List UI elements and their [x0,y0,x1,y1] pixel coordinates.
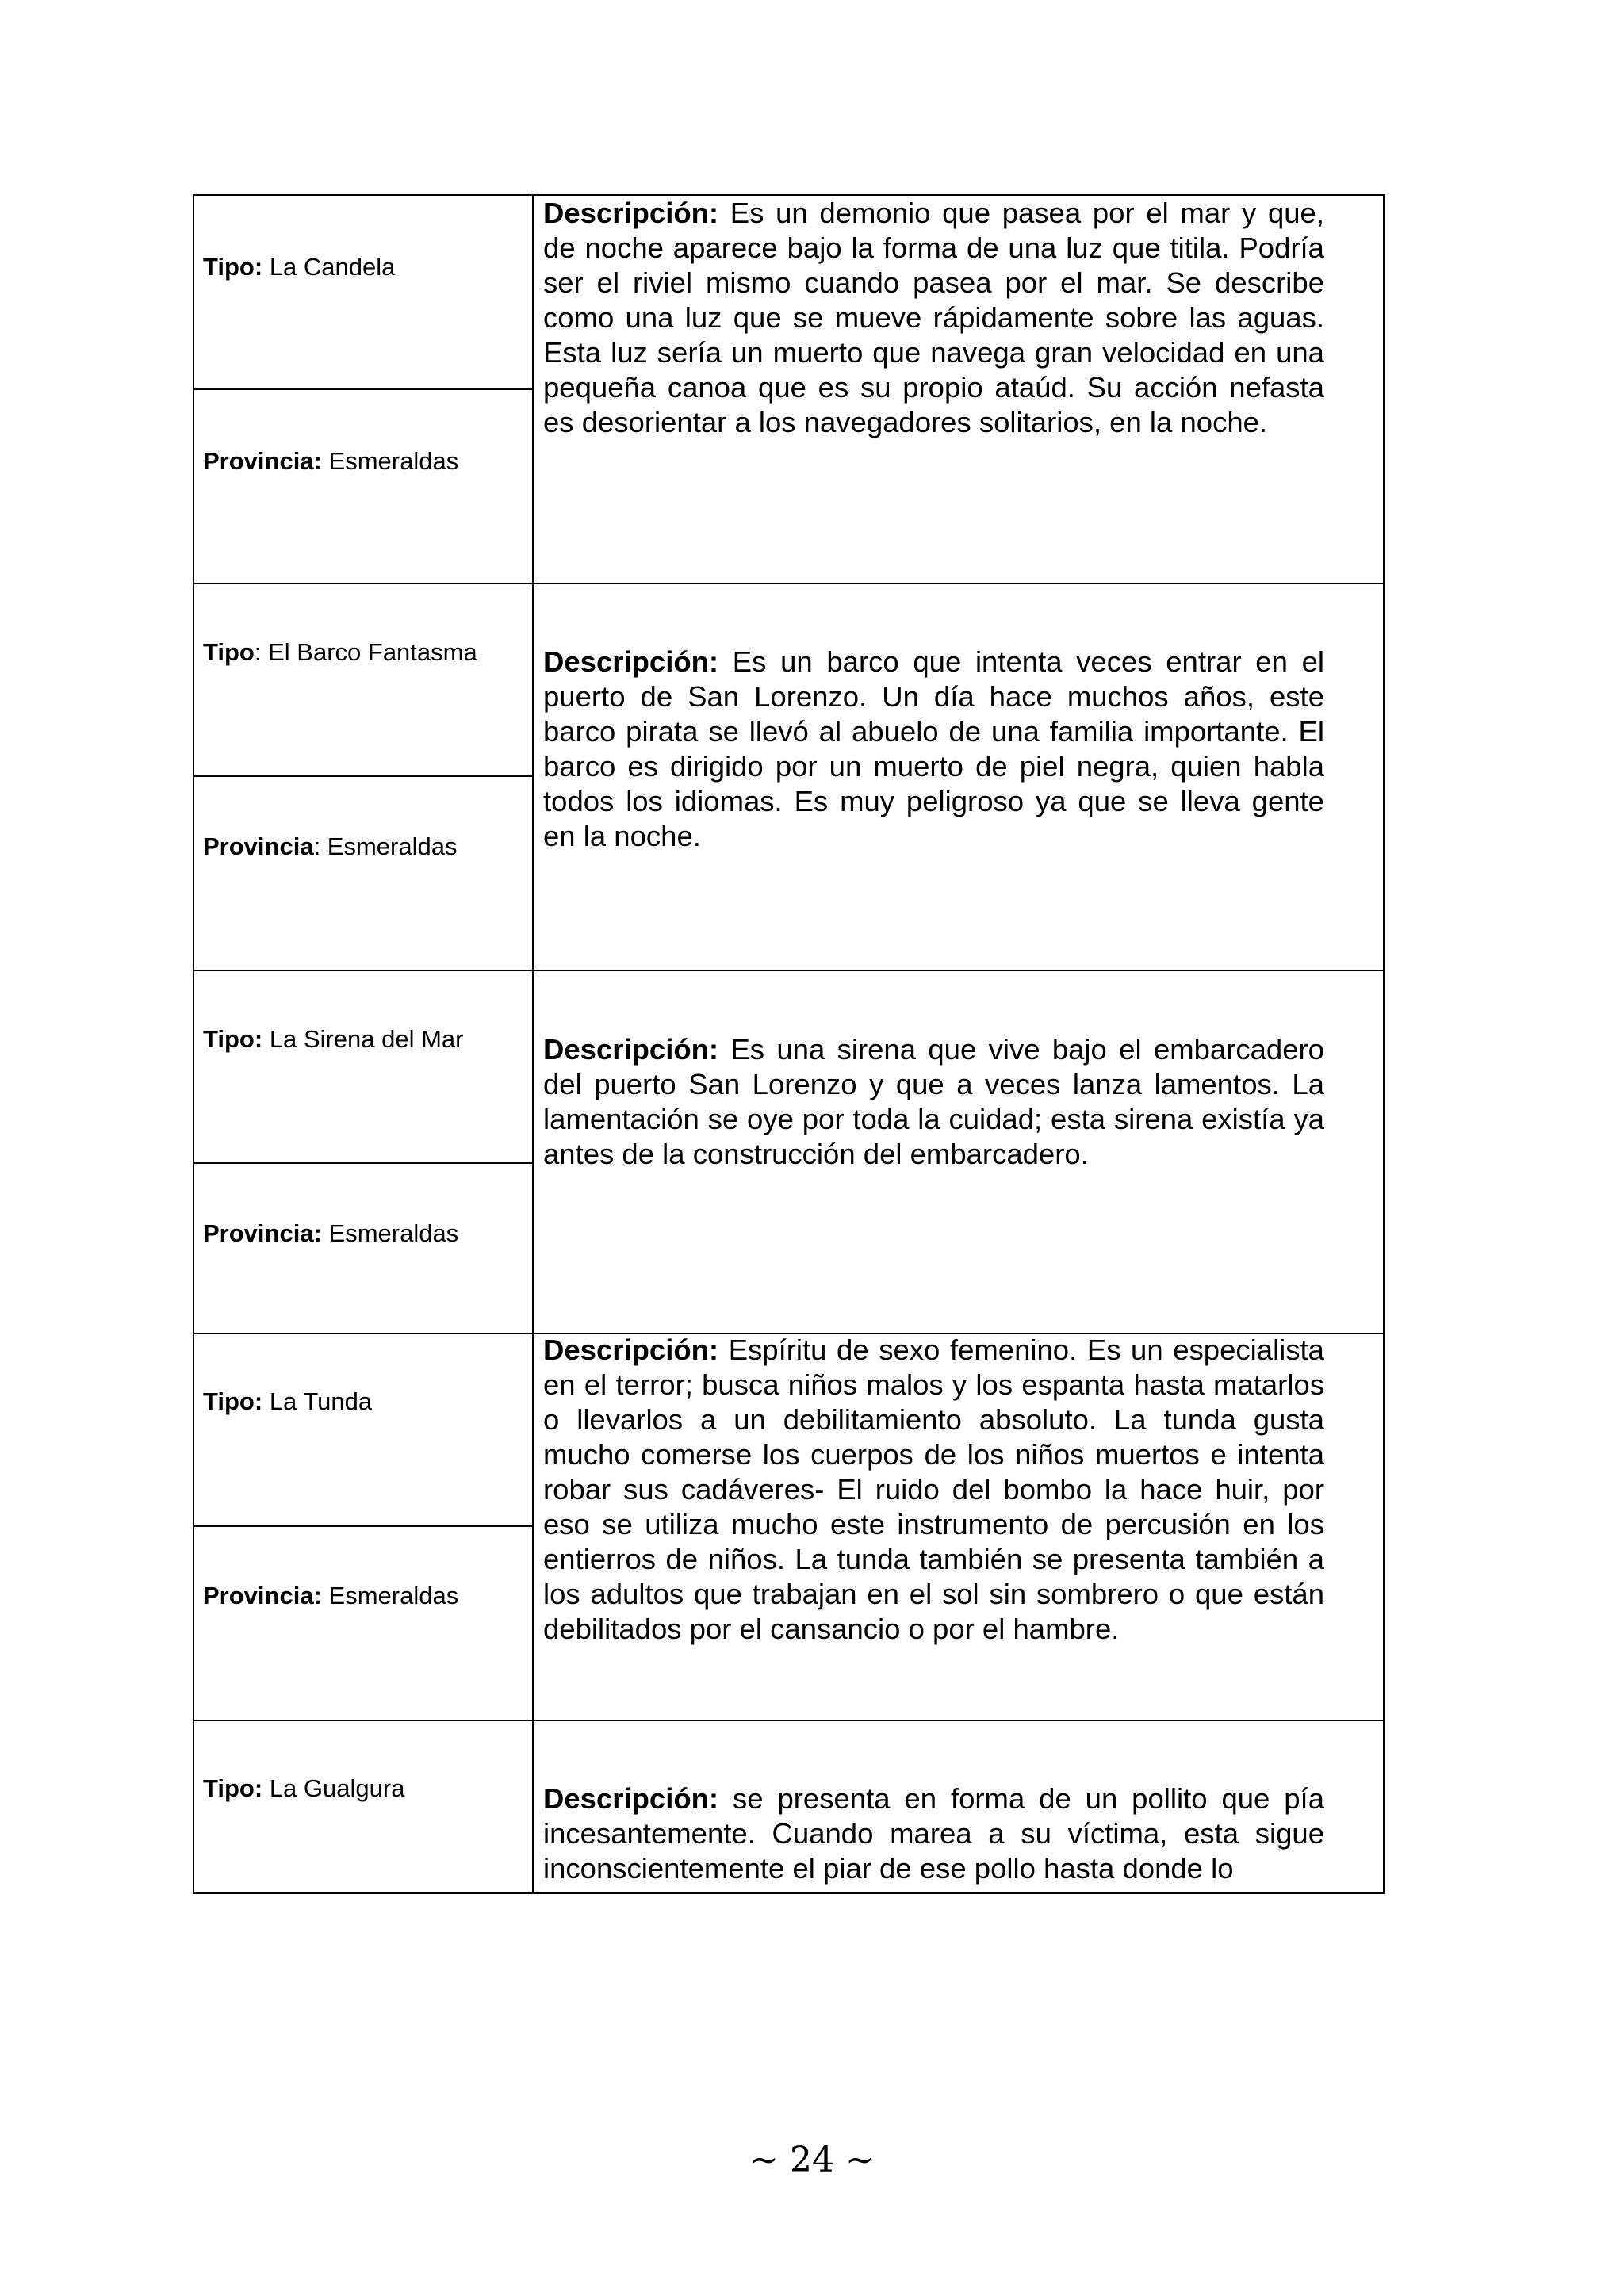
provincia-label: Provincia [203,832,314,860]
descripcion-text [543,645,1324,854]
tipo-value: La Candela [269,253,396,281]
provincia-value: Esmeraldas [328,1219,459,1247]
provincia-value: Esmeraldas [328,447,459,475]
provincia-value: Esmeraldas [328,1582,459,1609]
descripcion-text [543,1333,1324,1647]
provincia-cell [194,777,532,970]
descripcion-text [543,1032,1324,1172]
tipo-value: El Barco Fantasma [268,638,477,666]
descripcion-label: Descripción: [543,197,719,229]
tipo-label: Tipo: [203,1025,263,1053]
entry-left-column [194,1720,534,1892]
provincia-cell [194,1527,532,1720]
tipo-line [203,1774,404,1803]
entry-la-gualgura [193,1720,1385,1894]
provincia-label: Provincia: [203,1582,322,1609]
tipo-label: Tipo [203,638,255,666]
entry-el-barco-fantasma [193,583,1385,971]
tipo-cell [194,1333,532,1527]
provincia-line: Provincia: Esmeraldas [203,832,458,860]
tipo-cell [194,970,532,1164]
tipo-label: Tipo: [203,253,263,281]
descripcion-label: Descripción: [543,1782,719,1815]
provincia-label: Provincia: [203,1219,322,1247]
page-number: ~ 24 ~ [749,2140,875,2180]
tipo-line [203,253,395,281]
descripcion-text [543,196,1324,440]
entry-left-column [194,583,534,970]
provincia-cell [194,1164,532,1333]
descripcion-label: Descripción: [543,1334,719,1366]
descripcion-text [543,1781,1324,1886]
tipo-value: La Sirena del Mar [269,1025,464,1053]
descripcion-value: Espíritu de sexo femenino. Es un especialista en el terror; busca niños malos y los espanta hasta matarlos o llevarlos a un debilitamiento absoluto. La tunda gusta mucho comerse los cuerpos de los niños muertos e intenta robar sus cadáveres- El ruido del bombo la hace huir, por eso se utiliza mucho este instrumento de percusión en los entierros de niños. La tunda también se presenta también a los adultos que trabajan en el sol sin sombrero o que están debilitados por el cansancio o por el hambre. [543,1334,1324,1645]
entry-left-column [194,196,534,583]
provincia-cell [194,390,532,584]
descripcion-value: se presenta en forma de un pollito que pía incesantemente. Cuando marea a su víctima, esta sigue inconscientemente el piar de ese pollo hasta donde lo [543,1782,1324,1885]
tipo-line [203,1025,464,1054]
entry-left-column [194,970,534,1333]
provincia-value: Esmeraldas [327,832,458,860]
entry-la-candela [193,194,1385,584]
descripcion-value: Es un barco que intenta veces entrar en el puerto de San Lorenzo. Un día hace muchos años, este barco pirata se llevó al abuelo de una familia importante. El barco es dirigido por un muerto de piel negra, quien habla todos los idiomas. Es muy peligroso ya que se lleva gente en la noche. [543,645,1324,852]
provincia-label: Provincia: [203,447,322,475]
descripcion-value: Es una sirena que vive bajo el embarcadero del puerto San Lorenzo y que a veces lanza lamentos. La lamentación se oye por toda la cuidad; esta sirena existía ya antes de la construcción del embarcadero. [543,1033,1324,1170]
provincia-line [203,1219,458,1248]
tipo-value: La Gualgura [269,1774,405,1802]
provincia-line [203,447,458,476]
tipo-cell [194,583,532,777]
entry-la-sirena-del-mar [193,970,1385,1334]
tipo-line [203,1387,372,1416]
descripcion-label: Descripción: [543,1033,719,1066]
tipo-line: Tipo: El Barco Fantasma [203,638,477,666]
tipo-cell [194,196,532,390]
tipo-label: Tipo: [203,1774,263,1802]
descripcion-label: Descripción: [543,645,719,678]
entry-left-column [194,1333,534,1720]
provincia-line [203,1582,458,1610]
tipo-value: La Tunda [269,1387,373,1415]
tipo-label: Tipo: [203,1387,263,1415]
descripcion-value: Es un demonio que pasea por el mar y que, de noche aparece bajo la forma de una luz que titila. Podría ser el riviel mismo cuando pasea por el mar. Se describe como una luz que se mueve rápidamente sobre las aguas. Esta luz sería un muerto que navega gran velocidad en una pequeña canoa que es su propio ataúd. Su acción nefasta es desorientar a los navegadores solitarios, en la noche. [543,197,1324,438]
entry-la-tunda [193,1333,1385,1721]
